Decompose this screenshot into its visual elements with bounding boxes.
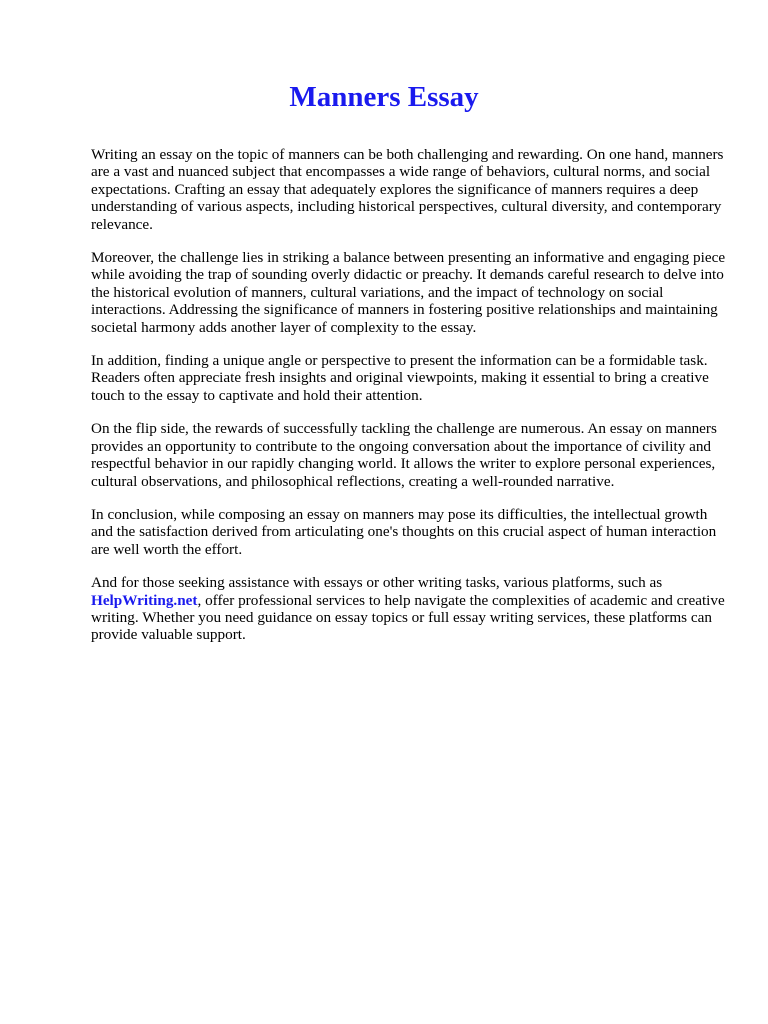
document-body: [91, 146, 727, 660]
paragraph-4: On the flip side, the rewards of successfully tackling the challenge are numerous. An essay on manners provides an opportunity to contribute to the ongoing conversation about the importance of civility and respectful behavior in our rapidly changing world. It allows the writer to explore personal experiences, cultural observations, and philosophical reflections, creating a well-rounded narrative.: [91, 420, 717, 490]
paragraph-6-tail: , offer professional services to help navigate the complexities of academic and creative writing. Whether you need guidance on essay topics or full essay writing services, these platforms can provide valuable support.: [91, 591, 725, 644]
helpwriting-link[interactable]: HelpWriting.net: [91, 591, 198, 609]
paragraph-1: Writing an essay on the topic of manners can be both challenging and rewarding. On one hand, manners are a vast and nuanced subject that encompasses a wide range of behaviors, cultural norms, and social expectations. Crafting an essay that adequately explores the significance of manners requires a deep understanding of various aspects, including historical perspectives, cultural diversity, and contemporary relevance.: [91, 146, 724, 233]
paragraph-2: Moreover, the challenge lies in striking a balance between presenting an informative and engaging piece while avoiding the trap of sounding overly didactic or preachy. It demands careful research to delve into the historical evolution of manners, cultural variations, and the impact of technology on social interactions. Addressing the significance of manners in fostering positive relationships and maintaining societal harmony adds another layer of complexity to the essay.: [91, 249, 726, 336]
document-title: Manners Essay: [289, 81, 479, 113]
paragraph-3: In addition, finding a unique angle or perspective to present the information can be a formidable task. Readers often appreciate fresh insights and original viewpoints, making it essential to bring a creative touch to the essay to captivate and hold their attention.: [91, 352, 709, 404]
paragraph-5: In conclusion, while composing an essay on manners may pose its difficulties, the intellectual growth and the satisfaction derived from articulating one's thoughts on this crucial aspect of human interaction are well worth the effort.: [91, 505, 717, 558]
paragraph-6-lead: And for those seeking assistance with essays or other writing tasks, various platforms, such as: [91, 574, 663, 592]
paragraph-6: [91, 574, 727, 644]
